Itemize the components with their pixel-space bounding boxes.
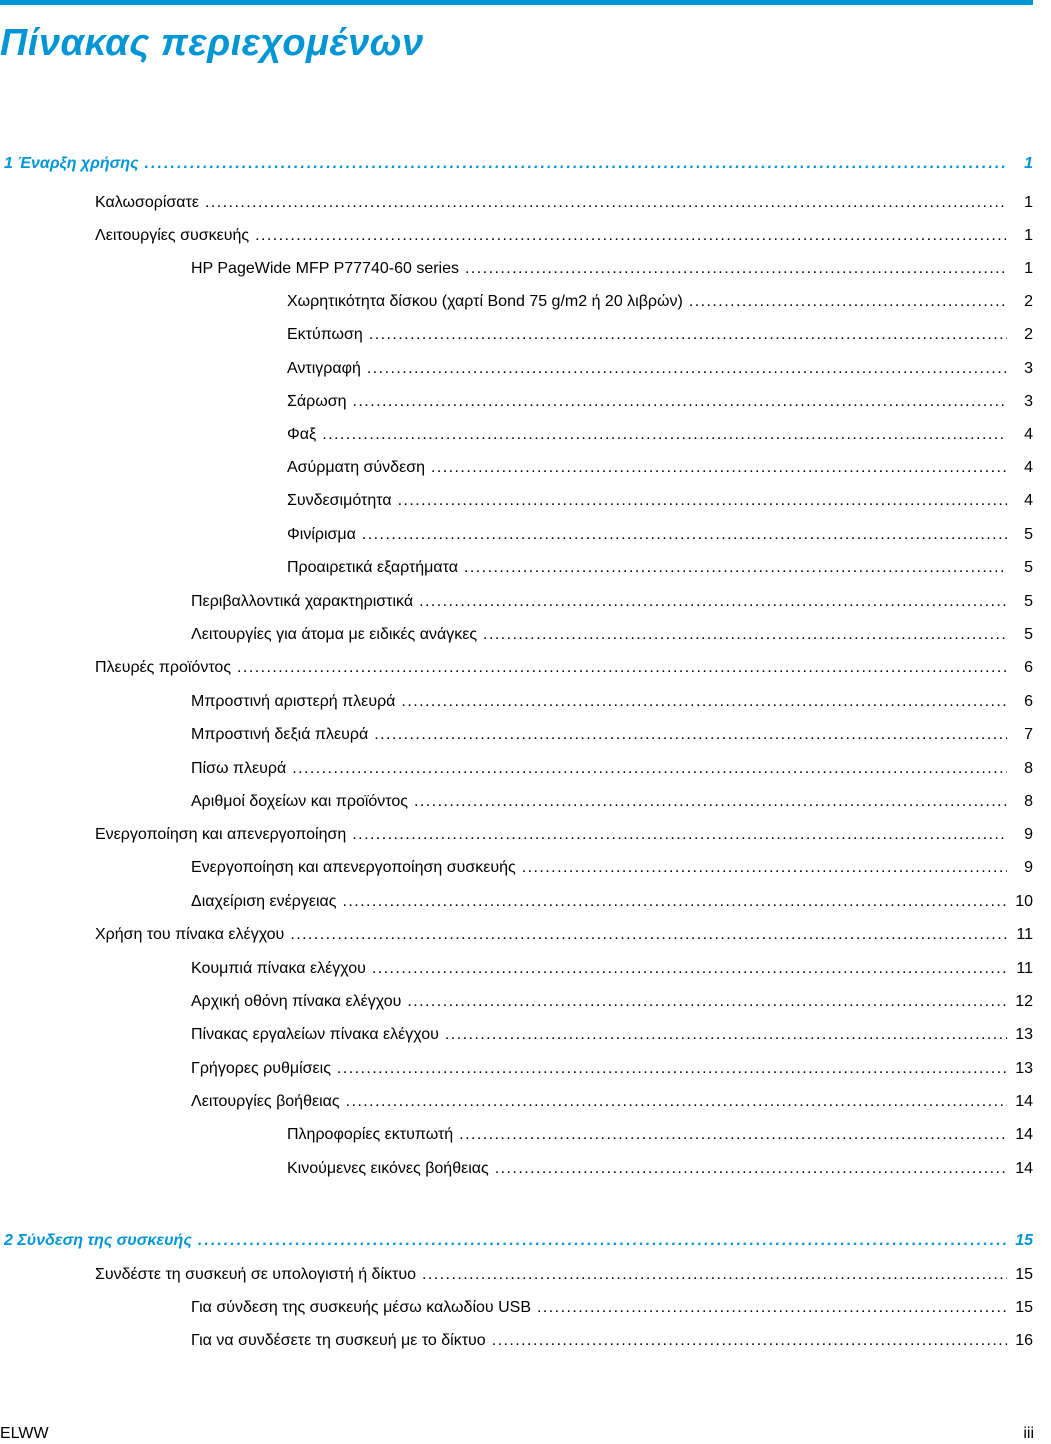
toc-entry-label: Σάρωση [287,393,347,410]
toc-entry-label: 2 Σύνδεση της συσκευής [4,1232,192,1249]
toc-entry-label: Μπροστινή αριστερή πλευρά [191,693,396,710]
toc-entry-label: Συνδεσιμότητα [287,492,392,509]
toc-page-number: 3 [1024,393,1033,410]
toc-page-number: 1 [1024,194,1033,211]
toc-entry[interactable] [191,1296,1033,1320]
toc-page-number: 9 [1024,859,1033,876]
toc-page-number: 4 [1024,459,1033,476]
toc-page-number: 1 [1024,155,1033,172]
toc-entry-label: Περιβαλλοντικά χαρακτηριστικά [191,593,414,610]
toc-entry-label: Λειτουργίες συσκευής [95,227,250,244]
toc-entry-label: Πλευρές προϊόντος [95,659,232,676]
toc-leader-dots [362,523,1007,547]
toc-leader-dots [401,690,1007,714]
toc-leader-dots [352,823,1007,847]
toc-entry[interactable] [287,556,1033,580]
toc-page-number: 10 [1015,893,1033,910]
toc-entry-label: Προαιρετικά εξαρτήματα [287,559,458,576]
toc-entry[interactable] [95,923,1033,947]
toc-entry[interactable] [191,1329,1033,1353]
toc-entry-label: Πίνακας εργαλείων πίνακα ελέγχου [191,1026,439,1043]
toc-entry-label: Χωρητικότητα δίσκου (χαρτί Bond 75 g/m2 ή 20 λιβρών) [287,293,683,310]
toc-leader-dots [353,390,1007,414]
toc-entry[interactable] [95,224,1033,248]
toc-page-number: 2 [1024,326,1033,343]
toc-page-number: 9 [1024,826,1033,843]
toc-leader-dots [145,152,1007,176]
toc-entry-label: Πίσω πλευρά [191,760,287,777]
toc-entry[interactable] [191,790,1033,814]
toc-entry[interactable] [287,489,1033,513]
toc-entry-label: Ενεργοποίηση και απενεργοποίηση [95,826,347,843]
toc-leader-dots [292,757,1007,781]
toc-entry-label: Κινούμενες εικόνες βοήθειας [287,1160,489,1177]
toc-leader-dots [459,1123,1007,1147]
toc-entry-label: Συνδέστε τη συσκευή σε υπολογιστή ή δίκτυο [95,1266,416,1283]
toc-entry[interactable] [287,1123,1033,1147]
toc-entry[interactable] [191,856,1033,880]
toc-leader-dots [237,656,1007,680]
toc-page-number: 5 [1024,593,1033,610]
toc-entry-label: Αριθμοί δοχείων και προϊόντος [191,793,408,810]
toc-entry[interactable] [287,323,1033,347]
toc-entry-label: Πληροφορίες εκτυπωτή [287,1126,454,1143]
toc-leader-dots [431,456,1007,480]
toc-leader-dots [322,423,1007,447]
toc-leader-dots [374,723,1007,747]
toc-entry[interactable] [287,523,1033,547]
toc-page-number: 14 [1015,1126,1033,1143]
toc-page-number: 4 [1024,426,1033,443]
toc-entry-label: Φαξ [287,426,317,443]
toc-entry-label: Μπροστινή δεξιά πλευρά [191,726,369,743]
page-title: Πίνακας περιεχομένων [0,22,424,64]
toc-leader-dots [407,990,1007,1014]
toc-entry[interactable] [95,1263,1033,1287]
toc-page-number: 13 [1015,1060,1033,1077]
toc-page-number: 14 [1015,1160,1033,1177]
toc-entry-label: Για σύνδεση της συσκευής μέσω καλωδίου USB [191,1299,531,1316]
toc-leader-dots [445,1023,1007,1047]
toc-page-number: 5 [1024,559,1033,576]
footer-left-label: ELWW [0,1425,49,1442]
toc-entry[interactable] [191,957,1033,981]
toc-entry-label: Αρχική οθόνη πίνακα ελέγχου [191,993,402,1010]
toc-leader-dots [464,556,1007,580]
toc-entry[interactable] [287,357,1033,381]
toc-leader-dots [205,191,1007,215]
toc-entry[interactable] [287,456,1033,480]
toc-page-number: 6 [1024,659,1033,676]
toc-leader-dots [255,224,1007,248]
toc-leader-dots [414,790,1007,814]
toc-leader-dots [198,1229,1007,1253]
toc-page-number: 15 [1015,1299,1033,1316]
toc-chapter-entry[interactable] [4,152,1033,176]
toc-entry-label: Ασύρματη σύνδεση [287,459,425,476]
toc-leader-dots [465,257,1007,281]
toc-leader-dots [369,323,1007,347]
top-accent-bar [0,0,1033,5]
toc-page-number: 16 [1015,1332,1033,1349]
toc-entry-label: Ενεργοποίηση και απενεργοποίηση συσκευής [191,859,516,876]
toc-entry[interactable] [287,423,1033,447]
toc-page-number: 11 [1016,960,1033,977]
toc-entry[interactable] [191,757,1033,781]
toc-entry-label: Φινίρισμα [287,526,356,543]
toc-leader-dots [537,1296,1007,1320]
toc-leader-dots [342,890,1007,914]
toc-leader-dots [372,957,1007,981]
toc-entry[interactable] [191,723,1033,747]
toc-page-number: 15 [1015,1232,1033,1249]
toc-entry-label: Κουμπιά πίνακα ελέγχου [191,960,366,977]
toc-entry-label: Γρήγορες ρυθμίσεις [191,1060,331,1077]
toc-entry[interactable] [191,257,1033,281]
toc-leader-dots [419,590,1007,614]
toc-entry-label: Αντιγραφή [287,360,361,377]
toc-entry[interactable] [191,590,1033,614]
toc-entry[interactable] [287,290,1033,314]
toc-page-number: 12 [1015,993,1033,1010]
toc-leader-dots [483,623,1007,647]
toc-page-number: 1 [1024,227,1033,244]
toc-entry-label: 1 Έναρξη χρήσης [4,155,139,172]
toc-entry[interactable] [191,990,1033,1014]
toc-entry[interactable] [191,623,1033,647]
toc-page-number: 15 [1015,1266,1033,1283]
toc-leader-dots [346,1090,1007,1114]
toc-page-number: 13 [1015,1026,1033,1043]
toc-leader-dots [492,1329,1007,1353]
toc-entry-label: Χρήση του πίνακα ελέγχου [95,926,285,943]
toc-entry-label: Λειτουργίες για άτομα με ειδικές ανάγκες [191,626,478,643]
toc-entry-label: Διαχείριση ενέργειας [191,893,337,910]
toc-chapter-entry[interactable] [4,1229,1033,1253]
toc-entry[interactable] [95,191,1033,215]
toc-leader-dots [422,1263,1007,1287]
toc-page-number: 4 [1024,492,1033,509]
toc-page-number: 5 [1024,526,1033,543]
toc-page-number: 2 [1024,293,1033,310]
toc-leader-dots [367,357,1007,381]
toc-entry-label: Λειτουργίες βοήθειας [191,1093,340,1110]
toc-entry[interactable] [95,823,1033,847]
toc-page-number: 3 [1024,360,1033,377]
toc-entry-label: Εκτύπωση [287,326,363,343]
footer-page-number: iii [1023,1425,1034,1442]
toc-leader-dots [398,489,1007,513]
toc-leader-dots [522,856,1007,880]
toc-entry-label: Για να συνδέσετε τη συσκευή με το δίκτυο [191,1332,486,1349]
toc-leader-dots [337,1057,1007,1081]
toc-entry-label: Καλωσορίσατε [95,194,199,211]
toc-entry[interactable] [191,1023,1033,1047]
toc-entry-label: HP PageWide MFP P77740-60 series [191,260,459,277]
toc-leader-dots [290,923,1007,947]
toc-page-number: 6 [1024,693,1033,710]
toc-page-number: 8 [1024,793,1033,810]
toc-entry[interactable] [287,1157,1033,1181]
toc-page-number: 11 [1016,926,1033,943]
toc-page-number: 14 [1015,1093,1033,1110]
toc-page-number: 7 [1024,726,1033,743]
toc-leader-dots [495,1157,1007,1181]
toc-entry[interactable] [287,390,1033,414]
toc-entry[interactable] [191,1090,1033,1114]
toc-entry[interactable] [191,690,1033,714]
toc-page-number: 5 [1024,626,1033,643]
toc-leader-dots [689,290,1007,314]
toc-entry[interactable] [95,656,1033,680]
toc-entry[interactable] [191,1057,1033,1081]
toc-page-number: 8 [1024,760,1033,777]
toc-page-number: 1 [1024,260,1033,277]
toc-entry[interactable] [191,890,1033,914]
